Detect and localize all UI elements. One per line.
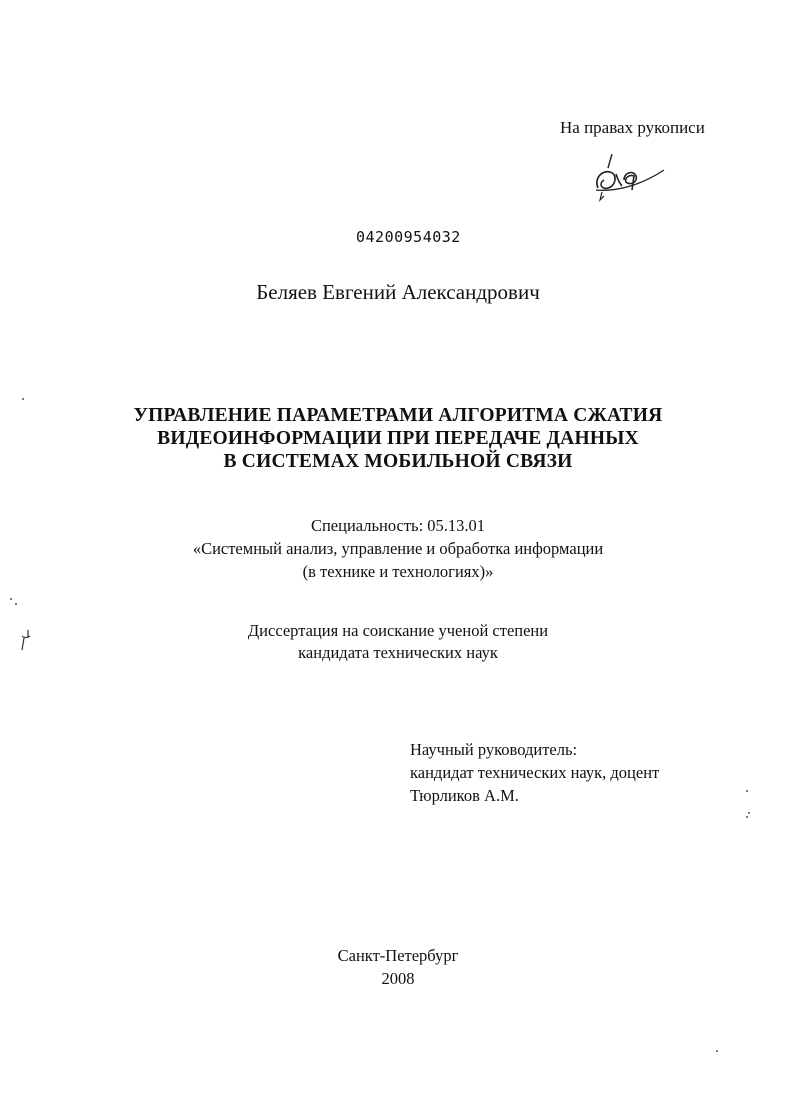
title-line: ВИДЕОИНФОРМАЦИИ ПРИ ПЕРЕДАЧЕ ДАННЫХ — [157, 428, 639, 449]
scan-speck — [746, 816, 748, 818]
year: 2008 — [381, 969, 415, 988]
scan-speck — [746, 790, 748, 792]
title-line: В СИСТЕМАХ МОБИЛЬНОЙ СВЯЗИ — [223, 451, 573, 472]
dissertation-degree — [0, 620, 796, 664]
specialty-code: Специальность: 05.13.01 — [310, 516, 486, 535]
handwritten-signature-icon — [588, 150, 668, 206]
scan-speck — [15, 603, 17, 605]
dissertation-title — [0, 404, 796, 473]
specialty-block — [0, 514, 796, 583]
author-name: Беляев Евгений Александрович — [256, 280, 540, 304]
title-line: УПРАВЛЕНИЕ ПАРАМЕТРАМИ АЛГОРИТМА СЖАТИЯ — [133, 405, 663, 426]
city-year-block — [0, 944, 796, 990]
supervisor-block — [410, 738, 659, 807]
scan-speck — [22, 398, 24, 400]
specialty-name-cont: (в технике и технологиях)» — [302, 562, 494, 581]
supervisor-name: Тюрликов А.М. — [410, 786, 519, 805]
scan-mark-icon — [18, 628, 34, 652]
scan-speck — [10, 598, 12, 600]
degree-line: Диссертация на соискание ученой степени — [247, 621, 549, 640]
manuscript-note: На правах рукописи — [560, 118, 705, 137]
supervisor-label: Научный руководитель: — [410, 740, 578, 759]
specialty-name: «Системный анализ, управление и обработка информации — [192, 539, 604, 558]
scan-speck — [748, 812, 750, 814]
document-number: 04200954032 — [356, 228, 461, 246]
degree-line: кандидата технических наук — [298, 643, 498, 662]
scan-speck — [716, 1050, 718, 1052]
city: Санкт-Петербург — [337, 946, 459, 965]
supervisor-degree: кандидат технических наук, доцент — [410, 763, 660, 782]
